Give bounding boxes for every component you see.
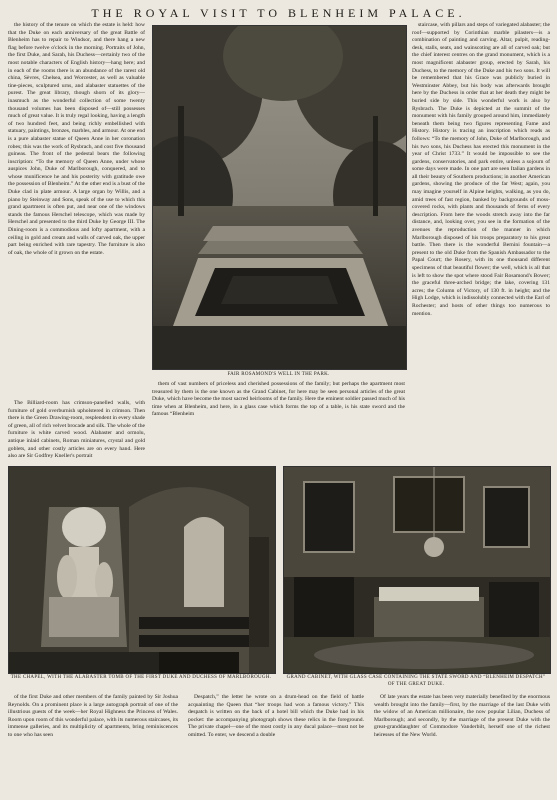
- column-text: Of late years the estate has been very materially benefited by the enormous wealth brought into the family—first, by the marriage of the last Duke with the widow of an American millionaire, the now popular Lilian, Duchess of Marlborough; and secondly, by the marriage of the present Duke with the great-granddaughter of Commodore Vanderbilt, herself one of the richest heiresses of the New World.: [374, 694, 550, 738]
- column-text: of the first Duke and other members of the family painted by Sir Joshua Reynolds. On a prominent place is a large autograph portrait of one of the illustrious guests of the week—her Royal Highness the Princess of Wales. Room upon room of this wonderful palace, with its numerous staircases, its immense galleries, and its multiplicity of apartments, bring reminiscences to one who has seen: [8, 694, 178, 738]
- column-text: them of vast numbers of priceless and cherished possessions of the family; but perhaps the apartment most treasured by them is the one known as the Grand Cabinet, for here may be seen personal articles of the great Duke, which have become the most sacred heirlooms of the family. Here the eminent soldier passed much of his time when at Blenheim, and here, in a glass case which forms the top of a table, is his state sword and the famous “Blenheim: [152, 381, 405, 418]
- chapel-illustration: [9, 467, 275, 673]
- column-bottom-right: [374, 694, 550, 794]
- caption-grand-cabinet: GRAND CABINET, WITH GLASS CASE CONTAINING THE STATE SWORD AND “BLENHEIM DESPATCH” OF THE GREAT DUKE.: [286, 675, 546, 687]
- caption-chapel: THE CHAPEL, WITH THE ALABASTER TOMB OF THE FIRST DUKE AND DUCHESS OF MARLBOROUGH.: [10, 675, 272, 680]
- column-left-span: [8, 400, 145, 462]
- column-left-top: [8, 22, 145, 400]
- column-bottom-left: [8, 694, 178, 794]
- column-text: staircase, with pillars and steps of variegated alabaster; the roof—supported by Corinthian marble pilasters—is a combination of painting and carving. Altar, pulpit, reading-desk, stalls, seats, and wainscoting are all of carved oak; but the chief interest centres on the grand monument, which is a most magnificent alabaster group, erected by Sarah, his Duchess, to the memory of the Duke and his two sons. It will be remembered that his Grace was publicly buried in Westminster Abbey, but his body was afterwards brought here by the Duchess in order that at her death they might be buried side by side. This wonderful work is also by Rysbrach. The Duke is depicted at the summit of the monument with his family grouped around him, immediately beneath them being two figures representing Fame and History. History is tracing an inscription which reads as follows: “To the memory of John, Duke of Marlborough, and his two sons, his Duchess has erected this monument in the year of Christ 1733.” It would be impossible to see the gardens, conservatories, and park entire, unless a sojourn of some days were made. In one part are seen Italian gardens in all their beauty of Southern productions; in another American gardens, showing the produce of the far West; again, you may imagine yourself in Alpine heights, walking, as you do, amid trees of fast region, banked by backgrounds of moss-covered rocks, with plants and thousands of ferns of every description. From here the woods stretch away into the far distance, and, looking over, you see in the formation of the avenues the reproduction of the manner in which Marlborough disposed of his troops preparatory to his great battle. Then there is the wonderful Bernini fountain—a present to the old Duke from the Spanish Ambassador to the Papal Court; the Rosery, with its one thousand different specimens of that beautiful flower; the well, which is all that is left to show the spot where stood Fair Rosamond's Bower; the graceful three-arched bridge; the lake, covering 131 acres; the Column of Victory, of 130 ft. in height; and the High Lodge, which is indissolubly connected with the Earl of Rochester; and hosts of other things too numerous to mention.: [412, 22, 550, 317]
- column-mid-span: [152, 381, 405, 462]
- caption-well: FAIR ROSAMOND'S WELL IN THE PARK.: [227, 372, 330, 377]
- well-illustration: [153, 26, 406, 369]
- grand-cabinet-illustration: [284, 467, 550, 673]
- photo-fair-rosamonds-well: [152, 25, 407, 370]
- photo-grand-cabinet: [283, 466, 551, 674]
- column-bottom-mid: [188, 694, 364, 794]
- column-text: the history of the tenure on which the estate is held: how that the Duke on each anniversary of the great Battle of Blenheim has to repair to Windsor, and there hang a new flag before twelve o'clock in the morning. Portraits of John, the first Duke, and Sarah, his Duchess—certainly two of the most notable characters of English history—hang here; and in each of the rooms there is an abundance of the rarest old china, Sèvres, Chelsea, and Worcester, as well as valuable tine-pieces, sculptured urns, and alabaster statuettes of the purest. The great library, though shorn of its glory—inasmuch as the wonderful collection of some twenty thousand volumes has been disposed of—still possesses much of great value. It is truly regal looking, having a length of two hundred feet, and being richly embellished with statuary, paintings, bronzes, marbles, and armour. At one end is a pure alabaster statue of Queen Anne in her coronation robes; this was the work of Rysbrach, and cost five thousand guineas. The front of the pedestal bears the following inscription: “To the memory of Queen Anne, under whose auspices John, Duke of Marlborough, conquered, and to whose munificence he and his posterity with gratitude owe the possession of Blenheim.” At the other end is a bust of the Duke clad in plate armour. A large organ by Willis, and a piano by Steinway and Sons, speak of the use to which this grand apartment is often put, and near one of the windows stands the famous Herschel telescope, which was made by Herschel and presented to the third Duke by George III. The Dining-room is a commodious and lofty apartment, with a ceiling in gold and cream and walls of carved oak, the upper part being enriched with rare tapestry. The furniture is also of oak, the whole of it grown on the estate.: [8, 22, 145, 256]
- page-header: THE ROYAL VISIT TO BLENHEIM PALACE.: [91, 6, 466, 20]
- column-text: Despatch,” the letter he wrote on a drum-head on the field of battle acquainting the Queen that “her troops had won a famous victory.” This despatch is written on the back of a hotel bill which the Duke had in his pocket: the accompanying photograph shows these relics in the foreground. The private chapel—one of the most costly in any ducal palace—must not be omitted. To enter, we descend a double: [188, 694, 364, 738]
- photo-chapel: [8, 466, 276, 674]
- column-right-top: [412, 22, 550, 400]
- column-text: The Billiard-room has crimson-panelled walls, with furniture of gold overburnish upholstered in crimson. Then there is the Green Drawing-room, resplendent in every shade of green, all of rich velvet brocade and silk. The whole of the furniture is white carved wood. Alabaster and ormolu, antique inlaid cabinets, Roman miniatures, crystal and gold goblets, and other costly articles are on every hand. Here also are Sir Godfrey Kneller's portrait: [8, 400, 145, 460]
